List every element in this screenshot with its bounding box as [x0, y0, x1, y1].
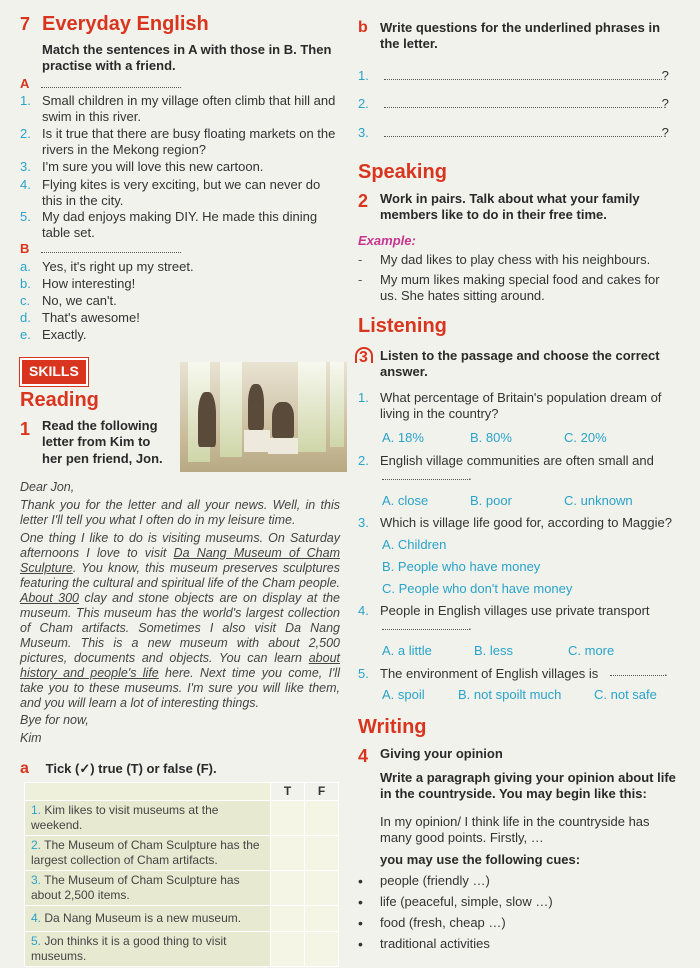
tick-box-f[interactable] — [305, 906, 339, 932]
listening-title: Listening — [358, 315, 447, 337]
table-row: 5. Jon thinks it is a good thing to visit museums. — [25, 932, 339, 967]
tick-box-t[interactable] — [271, 871, 305, 906]
listening-question: 5. The environment of English villages is — [358, 666, 599, 681]
answer-option[interactable]: C. unknown — [564, 493, 633, 508]
true-false-table — [24, 782, 339, 967]
listening-question: 1. What percentage of Britain's population dream of living in the country? — [358, 390, 662, 422]
tick-box-t[interactable] — [271, 836, 305, 871]
speaking-instruction: Work in pairs. Talk about what your family members like to do in their free time. — [380, 191, 640, 223]
answer-option[interactable]: A. a little — [382, 643, 432, 658]
writing-subtitle: Giving your opinion — [380, 746, 503, 761]
letter-signature: Kim — [20, 731, 42, 745]
col-header-t: T — [271, 783, 305, 801]
answer-row: 3. ? — [358, 125, 669, 140]
list-item: c. No, we can't. — [20, 293, 117, 308]
letter-paragraph-1: Thank you for the letter and all your news. Well, in this letter I'll tell you what I often do in my leisure time. — [20, 498, 340, 527]
answer-line-b[interactable] — [41, 252, 181, 253]
answer-option[interactable]: B. less — [474, 643, 514, 658]
blank-line[interactable]: . — [610, 664, 668, 680]
letter-closing: Bye for now, — [20, 713, 89, 727]
writing-instruction: Write a paragraph giving your opinion about life in the countryside. You may begin like this: — [380, 770, 676, 802]
listening-q3 — [354, 346, 678, 380]
label-b-row — [20, 241, 200, 257]
answer-option[interactable]: B. poor — [470, 493, 512, 508]
tick-box-t[interactable] — [271, 906, 305, 932]
tf-instruction: Tick (✓) true (T) or false (F). — [45, 761, 217, 776]
writing-starter: In my opinion/ I think life in the countryside has many good points. Firstly, … — [380, 814, 650, 846]
letter-greeting: Dear Jon, — [20, 480, 75, 494]
answer-line[interactable] — [384, 107, 662, 108]
table-header — [25, 783, 339, 801]
list-item: b. How interesting! — [20, 276, 136, 291]
question-number: 2 — [358, 191, 369, 211]
table-row: 4. Da Nang Museum is a new museum. — [25, 906, 339, 932]
underlined-phrase: About 300 — [20, 591, 79, 605]
question-number: 4 — [358, 746, 369, 766]
list-item: a. Yes, it's right up my street. — [20, 259, 194, 274]
skills-badge: SKILLS — [20, 358, 88, 386]
writing-title: Writing — [358, 716, 427, 738]
tick-box-f[interactable] — [305, 801, 339, 836]
tick-box-t[interactable] — [271, 801, 305, 836]
answer-option[interactable]: A. spoil — [382, 687, 425, 702]
museum-photo — [180, 362, 347, 472]
list-item: 3. I'm sure you will love this new cartoon. — [20, 159, 264, 174]
listening-question: 3. Which is village life good for, according to Maggie? — [358, 515, 672, 530]
listening-question: 4. People in English villages use private transport — [358, 603, 650, 618]
question-number: 1 — [20, 419, 31, 439]
reading-title: Reading — [20, 389, 99, 411]
answer-row: 2. ? — [358, 96, 669, 111]
list-item: 5. My dad enjoys making DIY. He made this dining table set. — [20, 209, 318, 241]
blank-line[interactable]: . — [382, 618, 472, 634]
list-item: 2. Is it true that there are busy floating markets on the rivers in the Mekong region? — [20, 126, 336, 158]
tick-box-t[interactable] — [271, 932, 305, 967]
answer-option[interactable]: C. People who don't have money — [382, 581, 573, 596]
everyday-instruction: Match the sentences in A with those in B. Then practise with a friend. — [42, 42, 332, 74]
table-row: 3. The Museum of Cham Sculpture has about 2,500 items. — [25, 871, 339, 906]
question-letter: b — [358, 19, 368, 36]
qb-heading — [358, 18, 678, 52]
answer-option[interactable]: B. 80% — [470, 430, 512, 445]
question-letter: a — [20, 760, 29, 777]
listening-instruction: Listen to the passage and choose the correct answer. — [380, 348, 660, 380]
answer-option[interactable]: A. close — [382, 493, 429, 508]
tick-box-f[interactable] — [305, 871, 339, 906]
label-a-row — [20, 76, 200, 92]
answer-option[interactable]: C. not safe — [594, 687, 657, 702]
table-row: 2. The Museum of Cham Sculpture has the largest collection of Cham artifacts. — [25, 836, 339, 871]
list-item: d. That's awesome! — [20, 310, 140, 325]
speaking-title: Speaking — [358, 161, 447, 183]
table-row: 1. Kim likes to visit museums at the weekend. — [25, 801, 339, 836]
underlined-phrase: Da Nang Museum of Cham Sculpture — [20, 546, 340, 575]
answer-option[interactable]: B. not spoilt much — [458, 687, 562, 702]
answer-option[interactable]: A. Children — [382, 537, 447, 552]
speaking-q2 — [358, 190, 678, 223]
answer-option[interactable]: C. 20% — [564, 430, 607, 445]
headphone-icon: 3 — [354, 346, 376, 366]
underlined-phrase: about history and people's life — [20, 651, 340, 680]
everyday-heading — [20, 12, 209, 37]
letter-paragraph-2: One thing I like to do is visiting museums. On Saturday afternoons I love to visit Da Nang Museum of Cham Sculpture. You know, this museum preserves sculptures featuring the cultural and spiritual life of the Cham people. About 300 clay and stone objects are on display at the museum. This museum has the world's largest collection of Cham artifacts. Sometimes I also visit Da Nang Museum. This is a new museum with about 2,500 pictures, documents and objects. You can learn about history and people's life here. Next time you come, I'll take you to these museums. I'm sure you will like them, and you will learn a lot of interesting things. — [20, 531, 340, 710]
reading-instruction: Read the following letter from Kim to her pen friend, Jon. — [42, 418, 163, 466]
col-header-f: F — [305, 783, 339, 801]
writing-q4 — [358, 745, 678, 768]
answer-row: 1. ? — [358, 68, 669, 83]
kim-letter — [20, 480, 340, 746]
answer-line[interactable] — [384, 136, 662, 137]
label-a: A — [20, 76, 30, 91]
tick-box-f[interactable] — [305, 836, 339, 871]
cues-title: you may use the following cues: — [380, 852, 581, 867]
label-b: B — [20, 241, 30, 256]
answer-line[interactable] — [384, 79, 662, 80]
list-item: 4. Flying kites is very exciting, but we can never do this in the city. — [20, 177, 321, 209]
list-item: 1. Small children in my village often climb that hill and swim in this river. — [20, 93, 336, 125]
section-title: Everyday English — [42, 13, 209, 35]
qb-instruction: Write questions for the underlined phrases in the letter. — [380, 20, 661, 52]
reading-q1 — [20, 418, 170, 466]
tf-heading — [20, 759, 217, 779]
answer-line-a[interactable] — [41, 87, 181, 88]
listening-question: 2. English village communities are often small and — [358, 453, 654, 468]
blank-line[interactable]: . — [382, 468, 472, 484]
section-number: 7 — [20, 14, 31, 34]
answer-option[interactable]: A. 18% — [382, 430, 424, 445]
list-item: e. Exactly. — [20, 327, 87, 342]
answer-option[interactable]: C. more — [568, 643, 615, 658]
answer-option[interactable]: B. People who have money — [382, 559, 541, 574]
example-label: Example: — [358, 233, 416, 248]
tick-box-f[interactable] — [305, 932, 339, 967]
